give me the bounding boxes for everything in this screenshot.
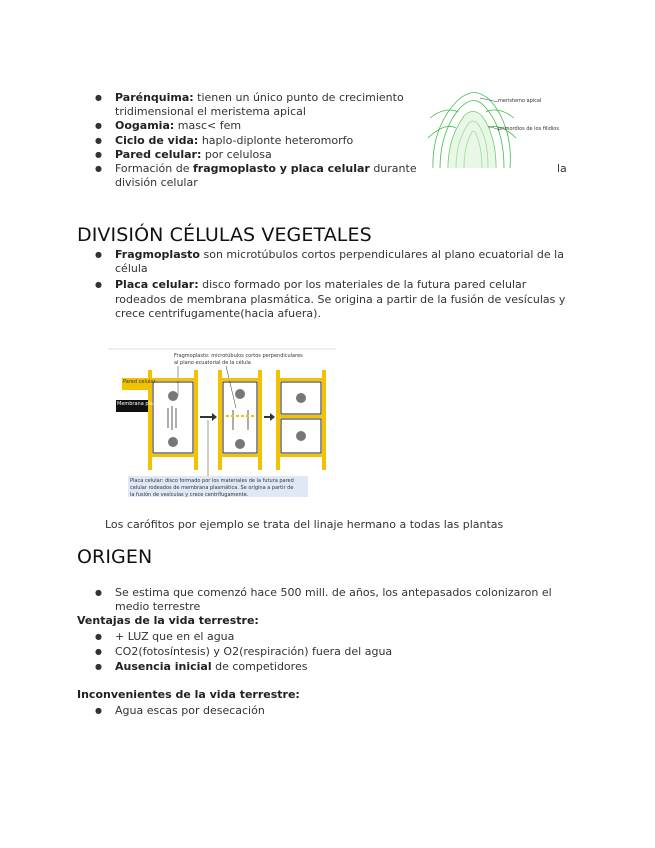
section-title-origen: ORIGEN (77, 546, 153, 568)
list-item: ● Parénquima: tienen un único punto de crecimiento tridimensional el meristema apical (77, 91, 407, 119)
fig2-label-pared: Pared celular (123, 379, 156, 385)
inconvenientes-title: Inconvenientes de la vida terrestre: (77, 688, 300, 701)
list-item: ● Pared celular: por celulosa (77, 148, 407, 162)
carofitos-note: Los carófitos por ejemplo se trata del linaje hermano a todas las plantas (105, 518, 504, 531)
fig2-caption-3: la fusión de vesículas y crece centrífugamente. (130, 492, 249, 498)
fig2-caption-1: Placa celular: disco formado por los materiales de la futura pared (130, 478, 294, 484)
cell-division-figure (108, 348, 336, 500)
list-item: ● Ausencia inicial de competidores (77, 660, 572, 674)
moss-apex-figure (428, 88, 560, 168)
fig1-label-primordios: primordios de los filidios (498, 126, 559, 132)
list-item: ● Agua escas por desecación (77, 704, 572, 718)
list-item: ● Ciclo de vida: haplo-diplonte heteromorfo (77, 134, 407, 148)
list-item: ● CO2(fotosíntesis) y O2(respiración) fuera del agua (77, 645, 572, 659)
inconvenientes-bullet-list (77, 704, 572, 718)
fig2-caption-2: celular rodeados de membrana plasmática. Se origina a partir de (130, 485, 294, 491)
list-item: ● Placa celular: disco formado por los materiales de la futura pared celular rodeados de membrana plasmática. Se origina a partir de la fusión de vesículas y crece centrifugamente(hacia afuera). (77, 278, 572, 321)
list-item: ● Formación de fragmoplasto y placa celular durante la división celular (77, 162, 615, 190)
list-item: ● Oogamia: masc< fem (77, 119, 407, 133)
ventajas-bullet-list (77, 630, 572, 675)
fig2-label-membrana: Membrana plasmática (117, 401, 173, 407)
list-item: ● Se estima que comenzó hace 500 mill. de años, los antepasados colonizaron el medio terrestre (77, 586, 572, 614)
list-item: ● + LUZ que en el agua (77, 630, 572, 644)
ventajas-title: Ventajas de la vida terrestre: (77, 614, 259, 627)
section-title-division: DIVISIÓN CÉLULAS VEGETALES (77, 224, 372, 246)
origen-bullet-list (77, 586, 572, 614)
division-bullet-list (77, 248, 572, 321)
fig1-label-meristemo: meristemo apical (498, 98, 542, 104)
list-item: ● Fragmoplasto son microtúbulos cortos perpendiculares al plano ecuatorial de la célula (77, 248, 572, 276)
fig2-title-2: al plano ecuatorial de la célula (174, 360, 251, 366)
cell-walls (148, 370, 326, 470)
fig2-title-1: Fragmoplasto: microtúbulos cortos perpendiculares (174, 353, 303, 359)
